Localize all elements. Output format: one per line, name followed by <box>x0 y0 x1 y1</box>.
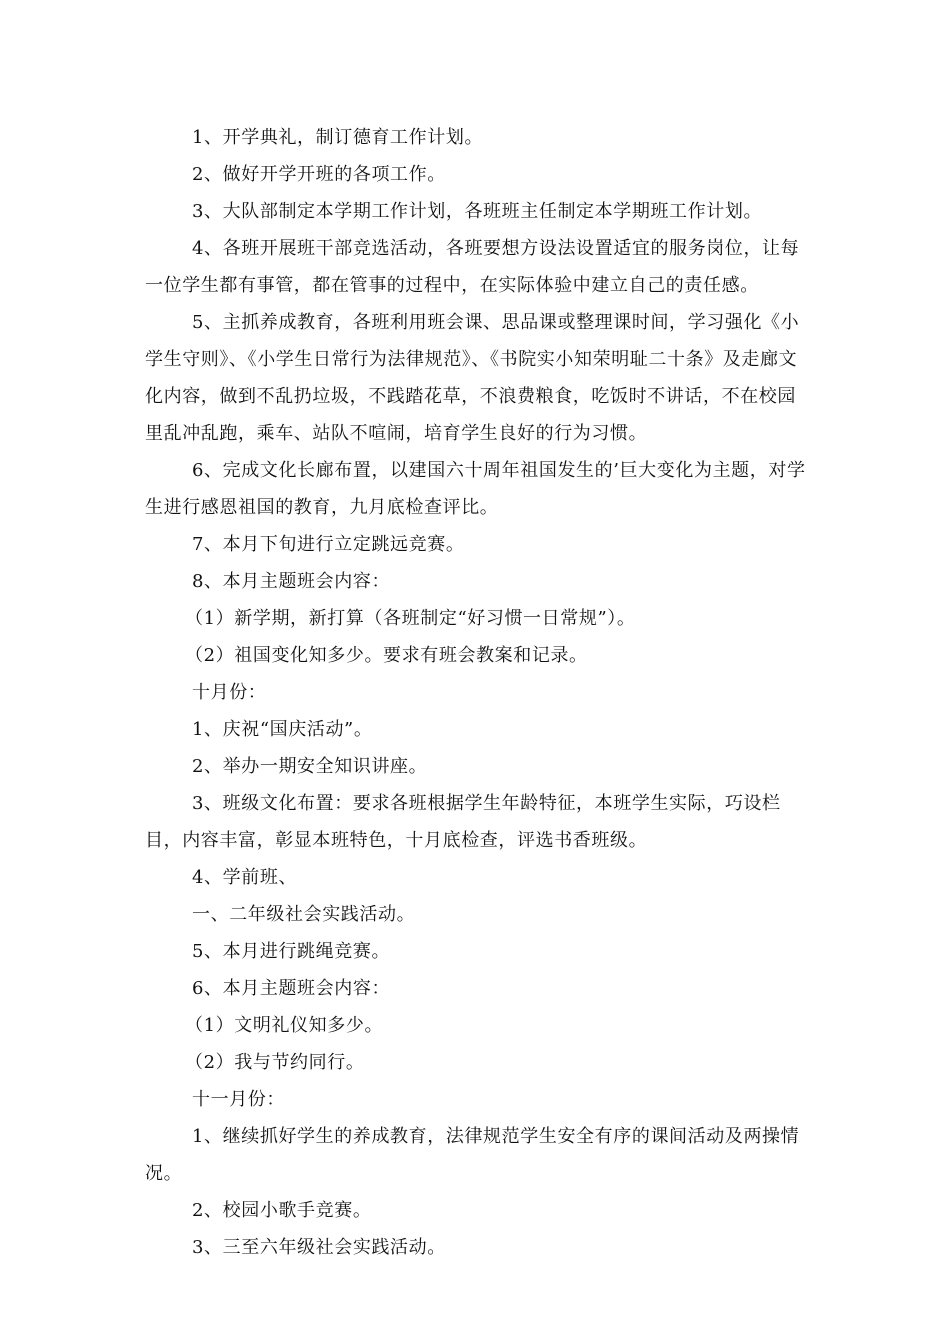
paragraph: 3、三至六年级社会实践活动。 <box>192 1237 446 1258</box>
document-body <box>145 119 810 1266</box>
paragraph: 4、各班开展班干部竞选活动，各班要想方设法设置适宜的服务岗位，让每一位学生都有事管，都在管事的过程中，在实际体验中建立自己的责任感。 <box>145 238 800 296</box>
paragraph: 一、二年级社会实践活动。 <box>192 904 416 925</box>
paragraph: 1、开学典礼，制订德育工作计划。 <box>192 127 484 148</box>
paragraph: 3、大队部制定本学期工作计划，各班班主任制定本学期班工作计划。 <box>192 201 763 222</box>
section-heading: 十月份： <box>192 682 267 703</box>
paragraph: 5、主抓养成教育，各班利用班会课、思品课或整理课时间，学习强化《小学生守则》、《小学生日常行为法律规范》、《书院实小知荣明耻二十条》及走廊文化内容，做到不乱扔垃圾，不践踏花草，不浪费粮食，吃饭时不讲话，不在校园里乱冲乱跑，乘车、站队不喧闹，培育学生良好的行为习惯。 <box>145 312 800 444</box>
section-heading: 十一月份： <box>192 1089 285 1110</box>
paragraph: 2、做好开学开班的各项工作。 <box>192 164 446 185</box>
paragraph: 5、本月进行跳绳竞赛。 <box>192 941 391 962</box>
paragraph: 6、完成文化长廊布置，以建国六十周年祖国发生的’巨大变化为主题，对学生进行感恩祖国的教育，九月底检查评比。 <box>145 460 806 518</box>
paragraph: 3、班级文化布置：要求各班根据学生年龄特征，本班学生实际，巧设栏目，内容丰富，彰显本班特色，十月底检查，评选书香班级。 <box>145 793 781 851</box>
sub-item: （2）祖国变化知多少。要求有班会教案和记录。 <box>185 645 588 666</box>
paragraph: 2、校园小歌手竞赛。 <box>192 1200 372 1221</box>
sub-item: （1）新学期，新打算（各班制定“好习惯一日常规”）。 <box>185 608 636 629</box>
paragraph: 1、继续抓好学生的养成教育，法律规范学生安全有序的课间活动及两操情况。 <box>145 1126 800 1184</box>
paragraph: 6、本月主题班会内容： <box>192 978 391 999</box>
sub-item: （1）文明礼仪知多少。 <box>185 1015 384 1036</box>
paragraph: 4、学前班、 <box>192 867 298 888</box>
paragraph: 8、本月主题班会内容： <box>192 571 391 592</box>
paragraph: 1、庆祝“国庆活动”。 <box>192 719 373 740</box>
paragraph: 2、举办一期安全知识讲座。 <box>192 756 428 777</box>
paragraph: 7、本月下旬进行立定跳远竞赛。 <box>192 534 465 555</box>
sub-item: （2）我与节约同行。 <box>185 1052 365 1073</box>
